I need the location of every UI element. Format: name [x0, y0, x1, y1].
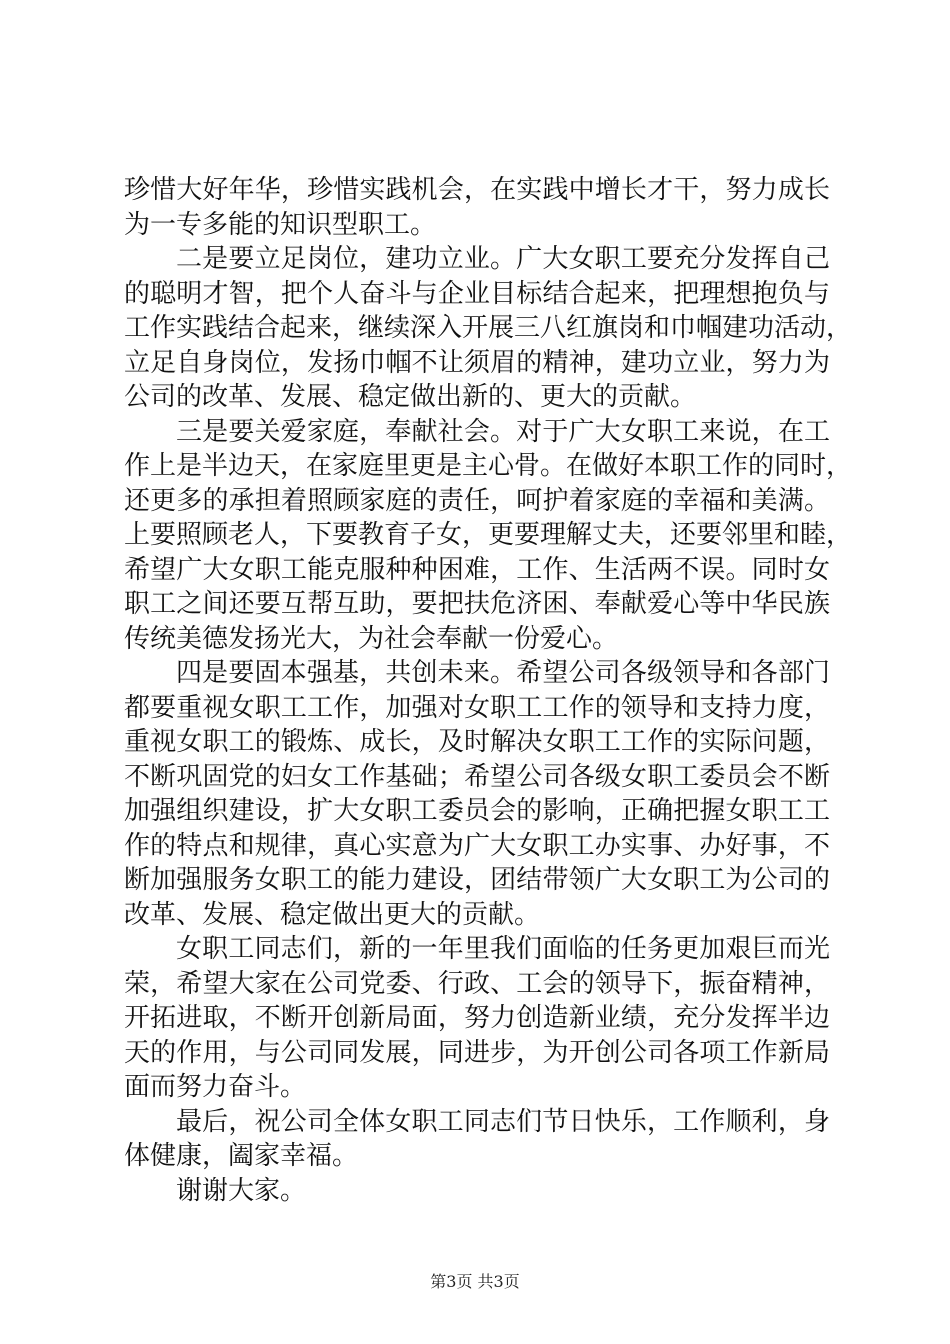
text-line: 传统美德发扬光大，为社会奉献一份爱心。 [124, 623, 619, 654]
text-line: 不断巩固党的妇女工作基础；希望公司各级女职工委员会不断 [124, 761, 830, 792]
text-line: 作上是半边天，在家庭里更是主心骨。在做好本职工作的同时， [124, 451, 853, 481]
text-line: 二是要立足岗位，建功立业。广大女职工要充分发挥自己 [176, 244, 830, 274]
text-line: 公司的改革、发展、稳定做出新的、更大的贡献。 [124, 382, 697, 412]
text-line: 三是要关爱家庭，奉献社会。对于广大女职工来说，在工 [176, 416, 830, 447]
text-line: 珍惜大好年华，珍惜实践机会，在实践中增长才干，努力成长 [124, 175, 830, 205]
text-line: 面而努力奋斗。 [124, 1072, 307, 1102]
text-line: 开拓进取，不断开创新局面，努力创造新业绩，充分发挥半边 [124, 1003, 830, 1033]
text-line: 还更多的承担着照顾家庭的责任，呵护着家庭的幸福和美满。 [124, 485, 830, 516]
text-line: 都要重视女职工工作，加强对女职工工作的领导和支持力度， [124, 692, 830, 723]
text-line: 谢谢大家。 [176, 1175, 307, 1206]
text-line: 天的作用，与公司同发展，同进步，为开创公司各项工作新局 [124, 1037, 830, 1068]
text-line: 加强组织建设，扩大女职工委员会的影响，正确把握女职工工 [124, 796, 830, 826]
text-line: 最后，祝公司全体女职工同志们节日快乐，工作顺利，身 [176, 1106, 830, 1137]
text-line: 体健康，阖家幸福。 [124, 1141, 359, 1171]
text-line: 的聪明才智，把个人奋斗与企业目标结合起来，把理想抱负与 [124, 278, 830, 309]
text-line: 工作实践结合起来，继续深入开展三八红旗岗和巾帼建功活动， [124, 313, 853, 343]
text-line: 重视女职工的锻炼、成长，及时解决女职工工作的实际问题， [124, 727, 830, 757]
text-line: 作的特点和规律，真心实意为广大女职工办实事、办好事，不 [124, 830, 830, 861]
text-line: 希望广大女职工能克服种种困难，工作、生活两不误。同时女 [124, 554, 830, 585]
document-body [124, 173, 853, 1208]
text-line: 立足自身岗位，发扬巾帼不让须眉的精神，建功立业，努力为 [124, 347, 830, 378]
page-number-footer: 第3页 共3页 [430, 1272, 520, 1291]
text-line: 上要照顾老人，下要教育子女，更要理解丈夫，还要邻里和睦， [124, 520, 853, 550]
text-line: 断加强服务女职工的能力建设，团结带领广大女职工为公司的 [124, 865, 830, 895]
text-line: 改革、发展、稳定做出更大的贡献。 [124, 899, 541, 930]
text-line: 为一专多能的知识型职工。 [124, 209, 437, 240]
text-line: 四是要固本强基，共创未来。希望公司各级领导和各部门 [176, 658, 830, 688]
text-line: 职工之间还要互帮互助，要把扶危济困、奉献爱心等中华民族 [124, 589, 830, 619]
text-line: 女职工同志们，新的一年里我们面临的任务更加艰巨而光 [176, 934, 830, 964]
text-line: 荣，希望大家在公司党委、行政、工会的领导下，振奋精神， [124, 968, 830, 999]
